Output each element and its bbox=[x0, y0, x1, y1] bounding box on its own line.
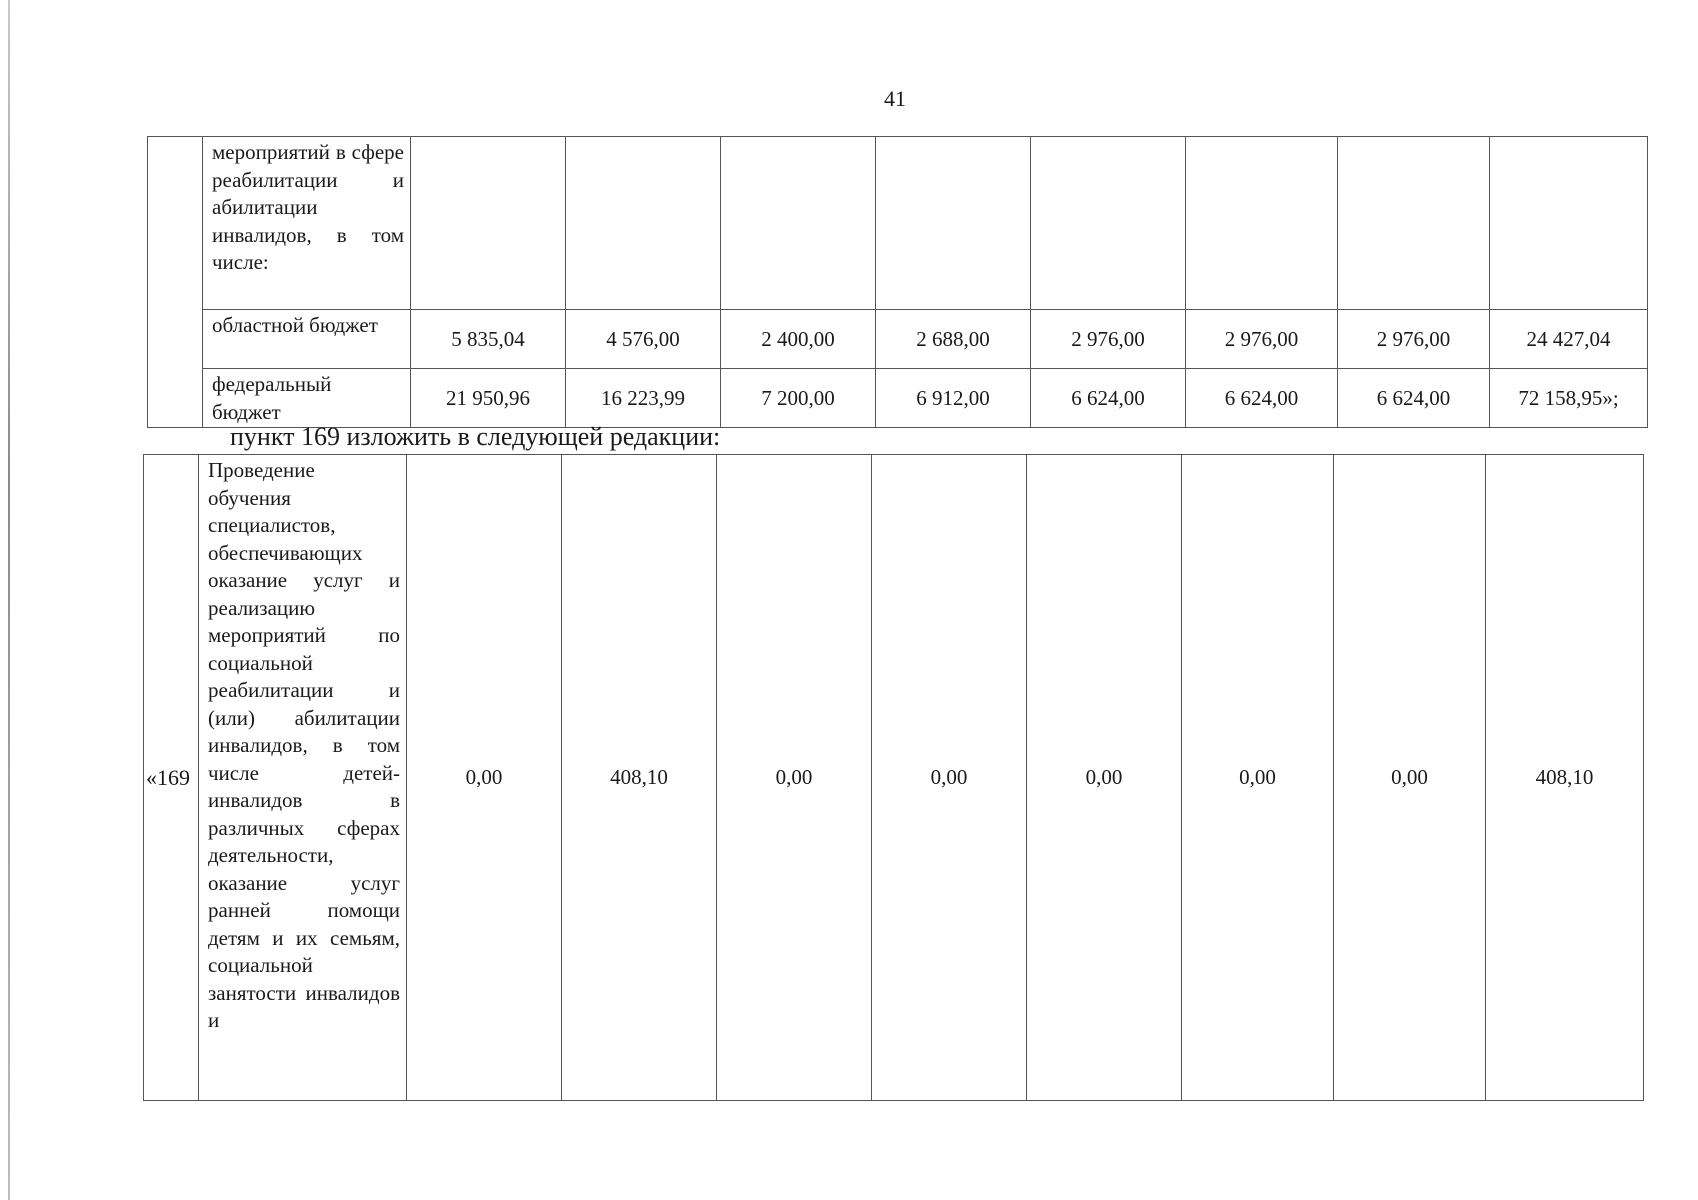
total-cell: 24 427,04 bbox=[1490, 310, 1648, 369]
funding-source-label: федеральный бюджет bbox=[203, 369, 411, 428]
value-cell: 2 976,00 bbox=[1031, 310, 1186, 369]
value-cell: 2 400,00 bbox=[721, 310, 876, 369]
value-cell: 2 688,00 bbox=[876, 310, 1031, 369]
bottom-table bbox=[143, 454, 1644, 1101]
table-row bbox=[148, 137, 1648, 310]
value-cell: 0,00 bbox=[872, 455, 1027, 1101]
value-cell: 16 223,99 bbox=[566, 369, 721, 428]
value-cell: 6 624,00 bbox=[1338, 369, 1490, 428]
value-cell: 0,00 bbox=[1334, 455, 1486, 1101]
value-cell: 0,00 bbox=[717, 455, 872, 1101]
value-cell: 6 624,00 bbox=[1031, 369, 1186, 428]
value-cell: 2 976,00 bbox=[1338, 310, 1490, 369]
value-cell: 6 624,00 bbox=[1186, 369, 1338, 428]
total-cell: 408,10 bbox=[1486, 455, 1644, 1101]
value-cell: 0,00 bbox=[1182, 455, 1334, 1101]
value-cell: 408,10 bbox=[562, 455, 717, 1101]
total-cell: 72 158,95»; bbox=[1490, 369, 1648, 428]
row-index: «169 bbox=[144, 455, 199, 1101]
table-row bbox=[148, 369, 1648, 428]
value-cell: 0,00 bbox=[407, 455, 562, 1101]
activity-name-cell: Проведение обучения специалистов, обеспечивающих оказание услуг и реализацию мероприятий по социальной реабилитации и (или) абилитации инвалидов, в том числе детей-инвалидов в различных сферах деятельности, оказание услуг ранней помощи детям и их семьям, социальной занятости инвалидов и bbox=[199, 455, 407, 1101]
page-number: 41 bbox=[884, 86, 906, 111]
top-table bbox=[147, 136, 1648, 428]
value-cell: 7 200,00 bbox=[721, 369, 876, 428]
value-cell: 4 576,00 bbox=[566, 310, 721, 369]
value-cell: 6 912,00 bbox=[876, 369, 1031, 428]
scan-edge bbox=[8, 0, 10, 1200]
value-cell: 2 976,00 bbox=[1186, 310, 1338, 369]
table-row bbox=[144, 455, 1644, 1101]
table-row bbox=[148, 310, 1648, 369]
index-cell bbox=[148, 137, 203, 428]
value-cell: 0,00 bbox=[1027, 455, 1182, 1101]
value-cell: 21 950,96 bbox=[411, 369, 566, 428]
activity-name-cell: мероприятий в сфере реабилитации и абилитации инвалидов, в том числе: bbox=[203, 137, 411, 310]
value-cell: 5 835,04 bbox=[411, 310, 566, 369]
amendment-note: пункт 169 изложить в следующей редакции: bbox=[230, 422, 721, 451]
funding-source-label: областной бюджет bbox=[203, 310, 411, 369]
